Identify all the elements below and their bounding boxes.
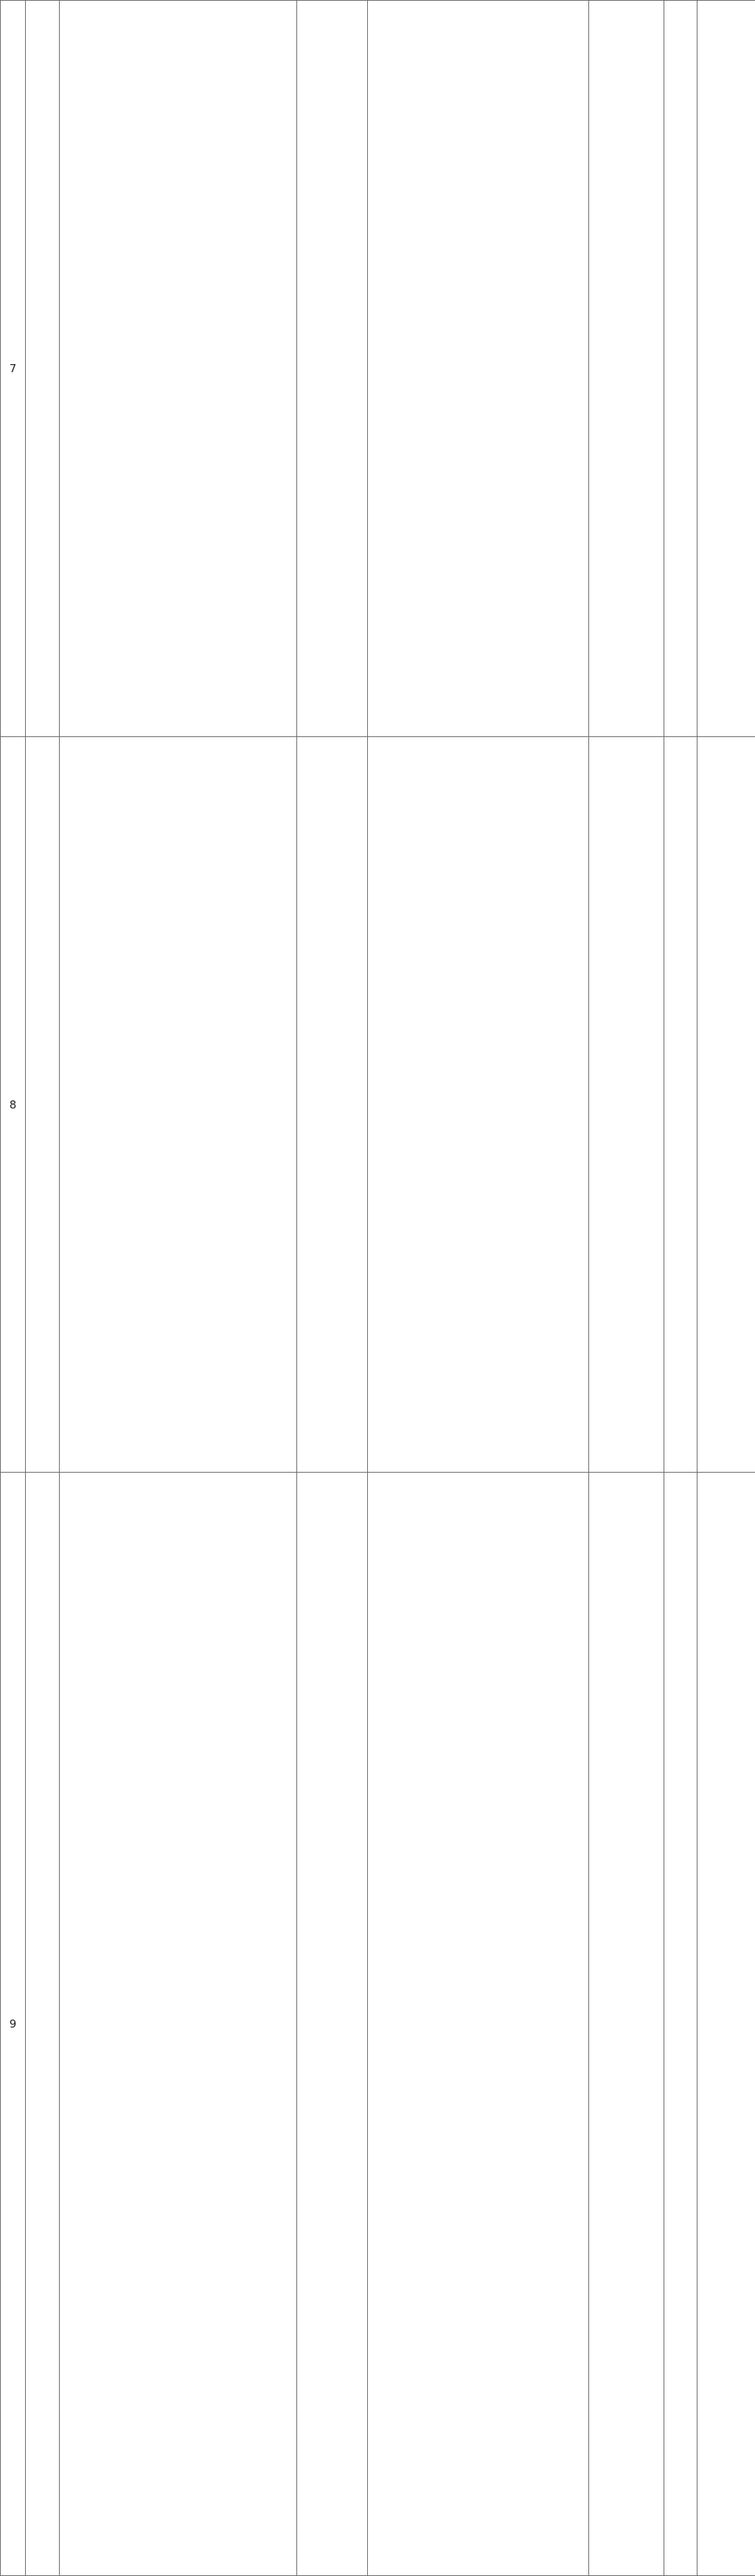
- row-number: 9: [1, 1473, 26, 2576]
- agency-cell: [368, 737, 589, 1473]
- project-name-cell: [26, 737, 60, 1473]
- preparer-cell: [589, 1473, 664, 2576]
- preparer-cell: [589, 737, 664, 1473]
- agency-cell: [368, 1, 589, 737]
- table-row: [1, 1473, 755, 2576]
- issues-cell: [60, 1, 297, 737]
- authority-cell: [664, 1, 697, 737]
- preparer-cell: [589, 1, 664, 737]
- agency-cell: [368, 1473, 589, 2576]
- construction-unit-cell: [297, 1, 368, 737]
- row-number: 8: [1, 737, 26, 1473]
- row-number: 7: [1, 1, 26, 737]
- authority-cell: [664, 1473, 697, 2576]
- table-row: [1, 1, 755, 737]
- construction-unit-cell: [297, 1473, 368, 2576]
- authority-cell: [664, 737, 697, 1473]
- table-row: [1, 737, 755, 1473]
- legal-basis-cell: [697, 1473, 755, 2576]
- issues-cell: [60, 1473, 297, 2576]
- project-name-cell: [26, 1473, 60, 2576]
- project-name-cell: [26, 1, 60, 737]
- issues-cell: [60, 737, 297, 1473]
- legal-basis-cell: [697, 1, 755, 737]
- legal-basis-cell: [697, 737, 755, 1473]
- construction-unit-cell: [297, 737, 368, 1473]
